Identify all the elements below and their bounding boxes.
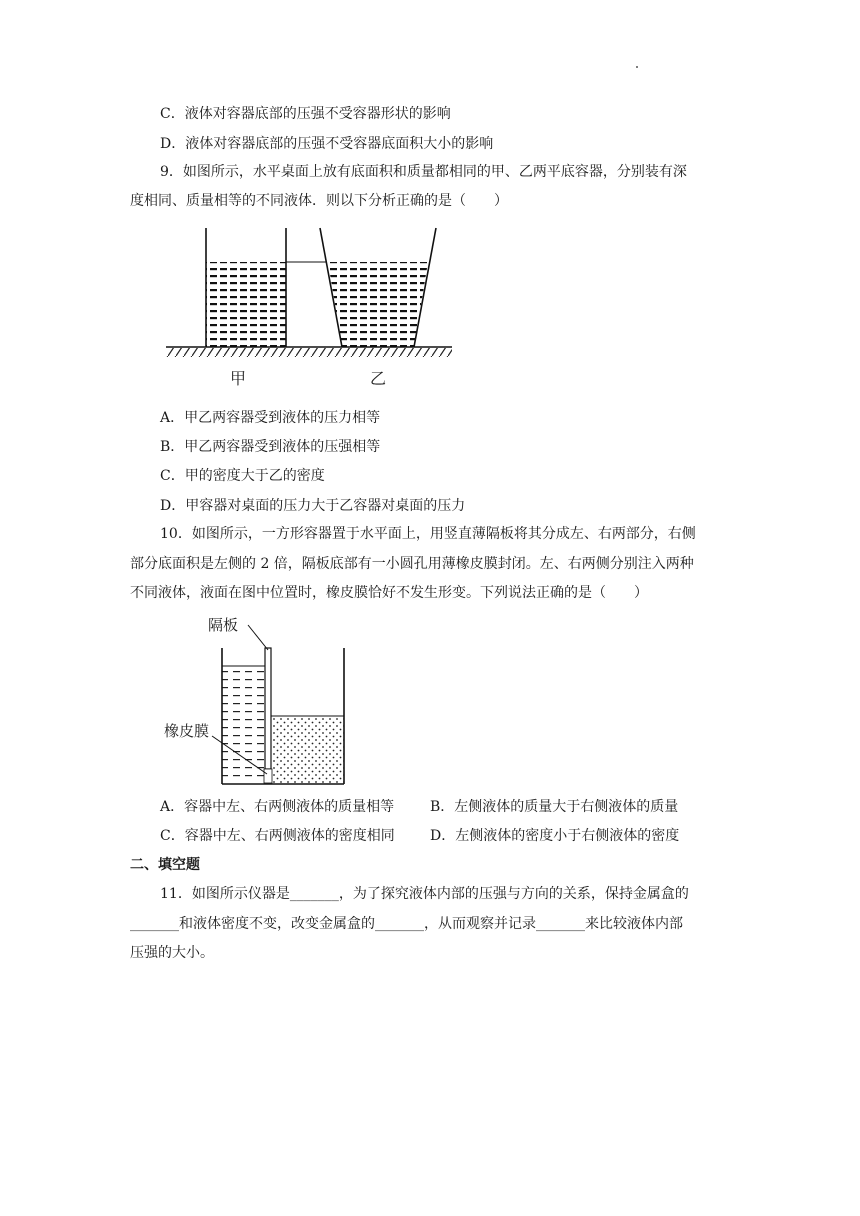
q9-option-d: D．甲容器对桌面的压力大于乙容器对桌面的压力: [160, 498, 466, 514]
q10-figure: [160, 612, 360, 787]
q9-stem-line1: 9．如图所示，水平桌面上放有底面积和质量都相同的甲、乙两平底容器，分别装有深: [160, 164, 687, 180]
q10-stem-line2: 部分底面积是左侧的 2 倍，隔板底部有一小圆孔用薄橡皮膜封闭。左、右两侧分别注入两种: [130, 556, 694, 572]
q11-line1: 11．如图所示仪器是_______，为了探究液体内部的压强与方向的关系，保持金属盒的: [160, 886, 689, 902]
label-yi: 乙: [370, 369, 387, 388]
q11-line3: 压强的大小。: [130, 945, 214, 961]
q10-option-c: C．容器中左、右两侧液体的密度相同: [160, 828, 395, 844]
container-yi-liquid: [328, 262, 428, 347]
q10-stem-line3: 不同液体，液面在图中位置时，橡皮膜恰好不发生形变。下列说法正确的是（ ）: [130, 585, 648, 601]
rubber-membrane: [264, 769, 272, 783]
label-partition: 隔板: [208, 616, 239, 634]
section-title: 二、填空题: [130, 857, 200, 873]
q10-option-a: A．容器中左、右两侧液体的质量相等: [160, 799, 395, 815]
container-jia-liquid: [206, 262, 286, 347]
q10-option-b: B．左侧液体的质量大于右侧液体的质量: [430, 799, 679, 815]
q9-option-a: A．甲乙两容器受到液体的压力相等: [160, 410, 381, 426]
label-membrane: 橡皮膜: [164, 722, 210, 740]
q10-option-d: D．左侧液体的密度小于右侧液体的密度: [430, 828, 680, 844]
label-jia: 甲: [230, 369, 247, 388]
page-mark: [636, 66, 638, 68]
q9-figure: [160, 224, 460, 389]
partition: [265, 648, 271, 769]
q8-option-d: D．液体对容器底部的压强不受容器底面积大小的影响: [160, 136, 494, 152]
q9-stem-line2: 度相同、质量相等的不同液体．则以下分析正确的是（ ）: [130, 193, 508, 209]
q9-option-c: C．甲的密度大于乙的密度: [160, 468, 325, 484]
q9-option-b: B．甲乙两容器受到液体的压强相等: [160, 439, 381, 455]
q11-line2: _______和液体密度不变，改变金属盒的_______，从而观察并记录_______来比较液体内部: [130, 916, 683, 932]
right-liquid: [271, 716, 344, 783]
q8-option-c: C．液体对容器底部的压强不受容器形状的影响: [160, 106, 451, 122]
left-liquid: [222, 666, 265, 783]
q10-stem-line1: 10．如图所示，一方形容器置于水平面上，用竖直薄隔板将其分成左、右两部分，右侧: [160, 526, 696, 542]
